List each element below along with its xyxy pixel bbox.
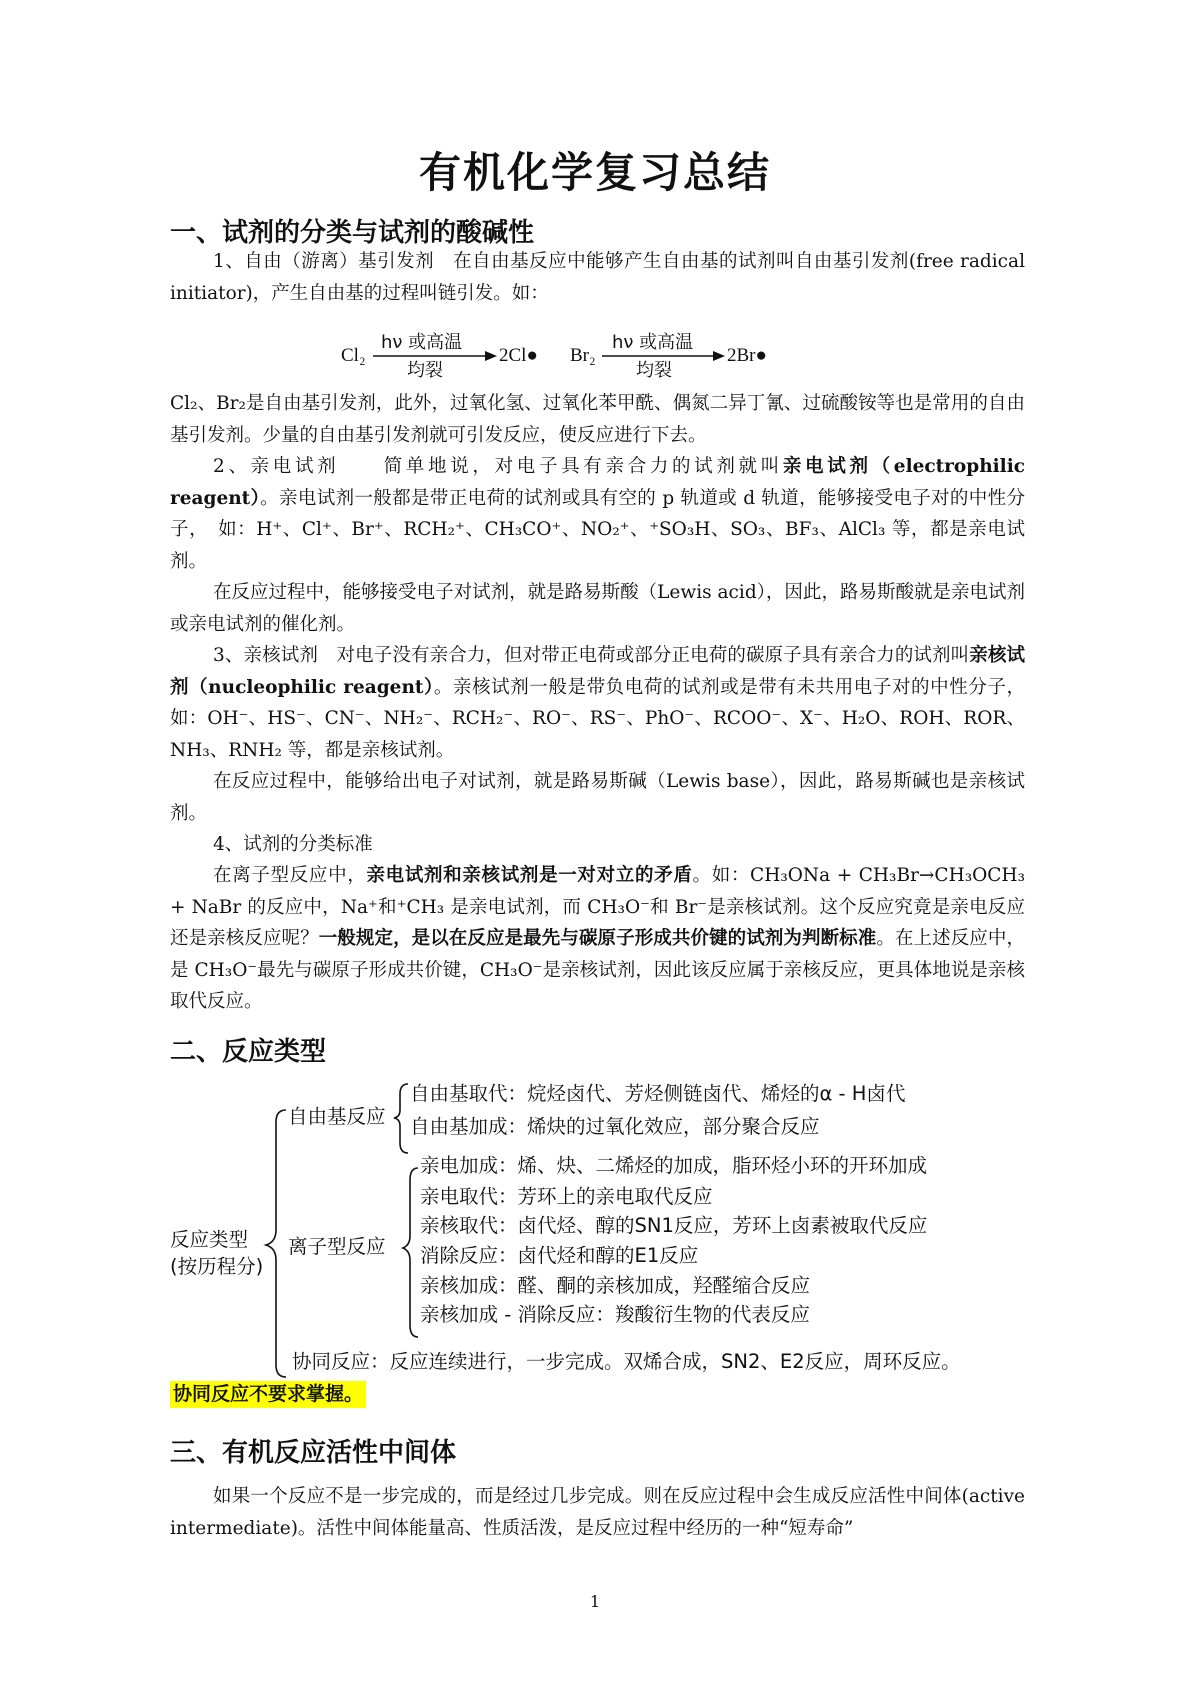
section-2-heading: 二、反应类型 — [170, 1037, 327, 1067]
main-brace — [266, 1110, 286, 1377]
paragraph-nucleophilic-reagent: 3、亲核试剂 对电子没有亲合力，但对带正电荷或部分正电荷的碳原子具有亲合力的试剂叫亲核试剂（nucleophilic reagent）。亲核试剂一般是带负电荷的试剂或是带有未共用电子对的中性分子，如：OH⁻、HS⁻、CN⁻、NH₂⁻、RCH₂⁻、RO⁻、RS⁻、PhO⁻、RCOO⁻、X⁻、H₂O、ROH、ROR、NH₃、RNH₂ 等，都是亲核试剂。 — [170, 645, 1025, 761]
emphasis-opposite-pair: 亲电试剂和亲核试剂是一对对立的矛盾 — [366, 865, 693, 886]
term-electrophilic-reagent: 亲电试剂（electrophilic reagent） — [170, 456, 1025, 509]
eq-arrowhead-2 — [713, 351, 725, 361]
eq-condition-bottom-1: 均裂 — [407, 360, 443, 380]
eq-condition-top-1: hν 或高温 — [381, 332, 463, 353]
ionic-item: 亲核加成 - 消除反应：羧酸衍生物的代表反应 — [420, 1303, 810, 1326]
eq-condition-top-2: hν 或高温 — [612, 332, 694, 353]
radical-initiation-equation — [0, 330, 1190, 380]
reaction-type-tree-diagram — [0, 1070, 1190, 1380]
paragraph-lewis-base: 在反应过程中，能够给出电子对试剂，就是路易斯碱（Lewis base），因此，路易斯碱也是亲核试剂。 — [170, 771, 1025, 824]
eq-arrowhead-1 — [485, 351, 497, 361]
section-1-heading: 一、试剂的分类与试剂的酸碱性 — [170, 218, 535, 248]
ionic-item: 亲电加成：烯、炔、二烯烃的加成，脂环烃小环的开环加成 — [420, 1154, 928, 1177]
paragraph-initiators-list: Cl₂、Br₂是自由基引发剂，此外，过氧化氢、过氧化苯甲酰、偶氮二异丁氰、过硫酸铵等也是常用的自由基引发剂。少量的自由基引发剂就可引发反应，使反应进行下去。 — [170, 393, 1025, 446]
paragraph-classification-heading: 4、试剂的分类标准 — [213, 834, 373, 855]
ionic-brace — [403, 1168, 418, 1337]
ionic-item: 消除反应：卤代烃和醇的E1反应 — [420, 1244, 699, 1267]
eq-condition-bottom-2: 均裂 — [636, 360, 672, 380]
ionic-item: 亲核取代：卤代烃、醇的SN1反应，芳环上卤素被取代反应 — [420, 1214, 928, 1237]
paragraph-active-intermediate: 如果一个反应不是一步完成的，而是经过几步完成。则在反应过程中会生成反应活性中间体(active intermediate)。活性中间体能量高、性质活泼，是反应过程中经历的一种“短寿命” — [170, 1486, 1025, 1539]
emphasis-judgement-rule: 一般规定，是以在反应是最先与碳原子形成共价键的试剂为判断标准 — [318, 928, 877, 949]
paragraph-lewis-acid: 在反应过程中，能够接受电子对试剂，就是路易斯酸（Lewis acid），因此，路易斯酸就是亲电试剂或亲电试剂的催化剂。 — [170, 582, 1025, 635]
branch-radical-reactions: 自由基反应 — [288, 1105, 386, 1128]
eq-reactant-br2: Br₂ — [570, 345, 596, 366]
paragraph-electrophilic-reagent: 2、亲电试剂 简单地说，对电子具有亲合力的试剂就叫亲电试剂（electrophilic reagent）。亲电试剂一般都是带正电荷的试剂或具有空的 p 轨道或 d 轨道，能够接受电子对的中性分子， 如：H⁺、Cl⁺、Br⁺、RCH₂⁺、CH₃CO⁺、NO₂⁺、⁺SO₃H、SO₃、BF₃、AlCl₃ 等，都是亲电试剂。 — [170, 456, 1025, 572]
radical-item: 自由基取代：烷烃卤代、芳烃侧链卤代、烯烃的α - H卤代 — [410, 1082, 906, 1105]
radical-item: 自由基加成：烯炔的过氧化效应，部分聚合反应 — [410, 1115, 820, 1138]
section-3-heading: 三、有机反应活性中间体 — [170, 1438, 457, 1468]
eq-product-cl: 2Cl● — [499, 345, 538, 366]
paragraph-free-radical-initiator: 1、自由（游离）基引发剂 在自由基反应中能够产生自由基的试剂叫自由基引发剂(free radical initiator)，产生自由基的过程叫链引发。如： — [170, 251, 1025, 304]
branch-concerted-reactions: 协同反应：反应连续进行，一步完成。双烯合成，SN2、E2反应，周环反应。 — [292, 1350, 961, 1373]
term-nucleophilic-reagent: 亲核试剂（nucleophilic reagent） — [170, 645, 1025, 698]
paragraph-classification-standard: 在离子型反应中，亲电试剂和亲核试剂是一对对立的矛盾。如：CH₃ONa + CH₃Br→CH₃OCH₃ + NaBr 的反应中，Na⁺和⁺CH₃ 是亲电试剂，而 CH₃O⁻和 Br⁻是亲核试剂。这个反应究竟是亲电反应还是亲核反应呢？一般规定，是以在反应是最先与碳原子形成共价键的试剂为判断标准。在上述反应中，是 CH₃O⁻最先与碳原子形成共价键，CH₃O⁻是亲核试剂，因此该反应属于亲核反应，更具体地说是亲核取代反应。 — [170, 865, 1025, 1012]
radical-brace — [394, 1084, 408, 1153]
page-number: 1 — [589, 1592, 601, 1611]
branch-ionic-reactions: 离子型反应 — [288, 1235, 386, 1258]
eq-product-br: 2Br● — [727, 345, 767, 366]
page-title: 有机化学复习总结 — [418, 148, 771, 197]
highlighted-note: 协同反应不要求掌握。 — [170, 1381, 366, 1408]
tree-root-sublabel: (按历程分) — [170, 1255, 264, 1278]
tree-root-label: 反应类型 — [170, 1228, 249, 1251]
eq-reactant-cl2: Cl₂ — [341, 345, 366, 366]
ionic-item: 亲核加成：醛、酮的亲核加成，羟醛缩合反应 — [420, 1274, 811, 1297]
ionic-item: 亲电取代：芳环上的亲电取代反应 — [420, 1185, 713, 1208]
